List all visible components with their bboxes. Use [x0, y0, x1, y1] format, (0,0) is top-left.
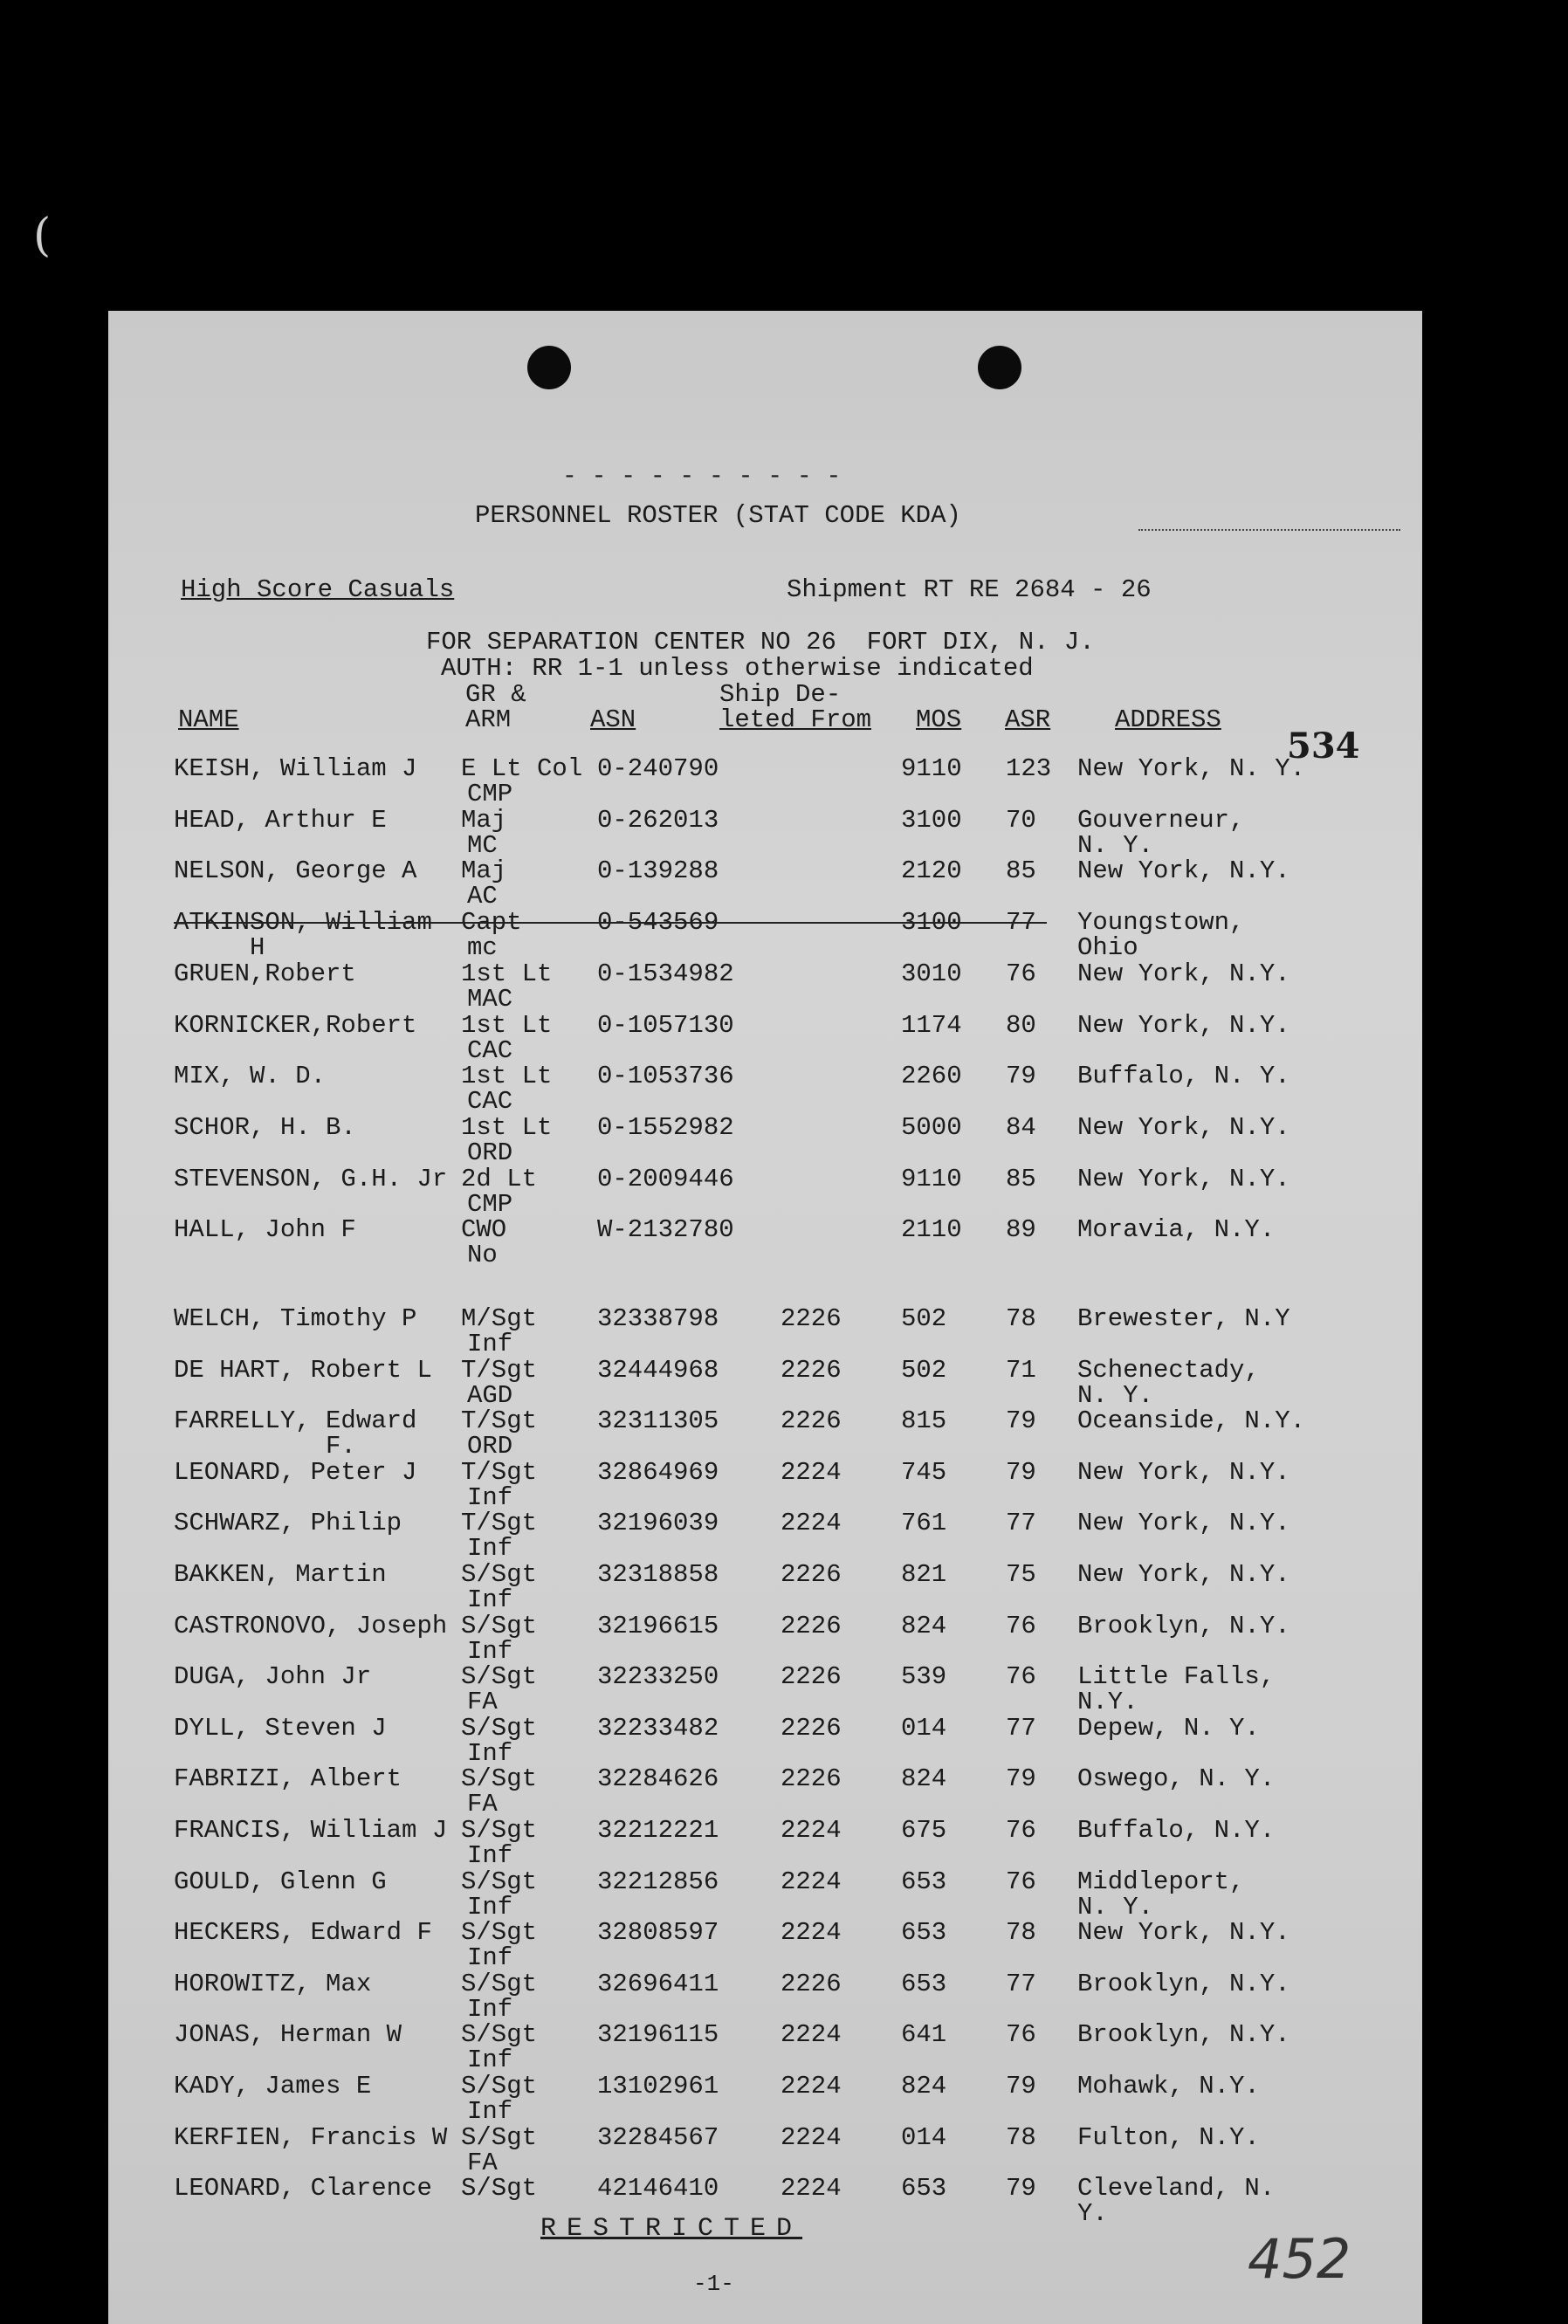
row-mos: 9110 — [901, 1164, 962, 1193]
table-row — [108, 1509, 1422, 1564]
row-name: HEAD, Arthur E — [174, 805, 387, 835]
row-arm: ORD — [467, 1138, 513, 1167]
row-arm: AC — [467, 882, 498, 911]
row-mos: 824 — [901, 2072, 947, 2101]
row-asr: 76 — [1006, 1867, 1036, 1896]
row-name: HECKERS, Edward F — [174, 1918, 432, 1948]
table-row — [108, 1112, 1422, 1167]
row-arm: Inf — [467, 1943, 513, 1973]
page-title: PERSONNEL ROSTER (STAT CODE KDA) — [475, 501, 961, 530]
table-row — [108, 1408, 1422, 1459]
row-address-cont: Y. — [1077, 2199, 1108, 2229]
row-mos: 815 — [901, 1406, 947, 1436]
row-asr: 76 — [1006, 1611, 1036, 1640]
row-asn: 32212221 — [597, 1816, 719, 1845]
row-name: JONAS, Herman W — [174, 2020, 402, 2050]
row-asr: 77 — [1006, 908, 1036, 938]
row-grade: S/Sgt — [461, 1816, 538, 1845]
row-arm: Inf — [467, 1994, 513, 2024]
row-grade: S/Sgt — [461, 1713, 538, 1743]
table-row — [108, 1869, 1422, 1920]
row-asn: 42146410 — [597, 2174, 719, 2204]
row-mos: 5000 — [901, 1112, 962, 1142]
row-asn: 0-139288 — [597, 856, 719, 886]
table-row — [108, 1306, 1422, 1357]
row-mos: 9110 — [901, 754, 962, 783]
table-row — [108, 908, 1422, 963]
row-address: Gouverneur, — [1077, 805, 1245, 835]
row-address: Youngstown, — [1077, 908, 1245, 938]
row-address: New York, N.Y. — [1077, 959, 1290, 988]
row-mos: 821 — [901, 1560, 947, 1589]
row-name: FARRELLY, Edward — [174, 1406, 417, 1436]
row-mos: 014 — [901, 1713, 947, 1743]
row-arm: Inf — [467, 2097, 513, 2126]
row-mos: 653 — [901, 2174, 947, 2204]
row-address: New York, N.Y. — [1077, 1509, 1290, 1538]
row-arm: Inf — [467, 1330, 513, 1358]
row-address: Moravia, N.Y. — [1077, 1215, 1276, 1245]
row-asr: 79 — [1006, 1457, 1036, 1487]
row-arm: Inf — [467, 2046, 513, 2075]
row-arm: CMP — [467, 1189, 513, 1219]
row-address-cont: N. Y. — [1077, 1380, 1154, 1410]
row-ship-from: 2224 — [781, 2020, 842, 2050]
row-asn: 32284567 — [597, 2122, 719, 2152]
row-asn: 32808597 — [597, 1918, 719, 1948]
table-row — [108, 1166, 1422, 1217]
row-mos: 539 — [901, 1662, 947, 1692]
table-row — [108, 1818, 1422, 1868]
table-row — [108, 1613, 1422, 1664]
row-name: KORNICKER,Robert — [174, 1010, 417, 1040]
margin-mark: ( — [33, 210, 52, 262]
row-asn: 0-543569 — [597, 908, 719, 938]
row-mos: 3010 — [901, 959, 962, 988]
row-arm: mc — [467, 933, 498, 963]
row-ship-from: 2226 — [781, 1355, 842, 1385]
row-ship-from: 2224 — [781, 1509, 842, 1538]
row-mos: 2110 — [901, 1215, 962, 1245]
row-grade: T/Sgt — [461, 1406, 538, 1436]
row-name: HOROWITZ, Max — [174, 1969, 372, 1998]
col-asn: ASN — [590, 705, 636, 734]
row-grade: M/Sgt — [461, 1304, 538, 1333]
row-grade: T/Sgt — [461, 1355, 538, 1385]
row-asr: 76 — [1006, 2020, 1036, 2050]
row-address-cont: N. Y. — [1077, 1892, 1154, 1922]
row-address: New York, N.Y. — [1077, 1164, 1290, 1193]
row-arm: FA — [467, 1688, 498, 1717]
row-ship-from: 2226 — [781, 1662, 842, 1692]
row-address: Brooklyn, N.Y. — [1077, 2020, 1290, 2050]
row-name: SCHWARZ, Philip — [174, 1509, 402, 1538]
row-ship-from: 2224 — [781, 1867, 842, 1896]
row-mos: 653 — [901, 1867, 947, 1896]
table-row — [108, 1355, 1422, 1410]
row-grade: T/Sgt — [461, 1457, 538, 1487]
row-asn: 32311305 — [597, 1406, 719, 1436]
row-address: Schenectady, — [1077, 1355, 1260, 1385]
row-grade: 1st Lt — [461, 1010, 553, 1040]
row-grade: S/Sgt — [461, 2122, 538, 2152]
row-name: GRUEN,Robert — [174, 959, 356, 988]
row-arm: CAC — [467, 1035, 513, 1065]
row-asn: 0-1057130 — [597, 1010, 734, 1040]
row-asn: 32338798 — [597, 1304, 719, 1333]
table-row — [108, 1062, 1422, 1117]
row-ship-from: 2224 — [781, 2122, 842, 2152]
row-name: FRANCIS, William J — [174, 1816, 448, 1845]
row-ship-from: 2226 — [781, 1406, 842, 1436]
row-address: Depew, N. Y. — [1077, 1713, 1260, 1743]
table-row — [108, 805, 1422, 860]
row-name: NELSON, George A — [174, 856, 417, 886]
row-address: Oceanside, N.Y. — [1077, 1406, 1306, 1436]
row-mos: 1174 — [901, 1010, 962, 1040]
row-grade: 1st Lt — [461, 1062, 553, 1091]
row-address: Brooklyn, N.Y. — [1077, 1969, 1290, 1998]
row-grade: E Lt Col — [461, 754, 583, 783]
row-asn: 32233482 — [597, 1713, 719, 1743]
row-mos: 502 — [901, 1355, 947, 1385]
table-row — [108, 961, 1422, 1012]
row-asn: 0-1552982 — [597, 1112, 734, 1142]
dotted-rule — [1138, 529, 1400, 531]
row-arm: CMP — [467, 780, 513, 808]
row-asr: 80 — [1006, 1010, 1036, 1040]
row-address-cont: Ohio — [1077, 933, 1138, 963]
row-asr: 78 — [1006, 2122, 1036, 2152]
row-asr: 75 — [1006, 1560, 1036, 1589]
row-asr: 123 — [1006, 754, 1052, 783]
row-arm: Inf — [467, 1738, 513, 1768]
row-name: DE HART, Robert L — [174, 1355, 432, 1385]
row-name: DYLL, Steven J — [174, 1713, 387, 1743]
col-grade-top: GR & — [465, 680, 526, 709]
row-asn: 32696411 — [597, 1969, 719, 1998]
row-asn: 0-262013 — [597, 805, 719, 835]
row-name: STEVENSON, G.H. Jr — [174, 1164, 448, 1193]
row-name: HALL, John F — [174, 1215, 356, 1245]
row-mos: 653 — [901, 1918, 947, 1948]
row-address: New York, N. Y. — [1077, 754, 1306, 783]
row-asr: 79 — [1006, 1406, 1036, 1436]
row-name: CASTRONOVO, Joseph — [174, 1611, 448, 1640]
row-address-cont: N.Y. — [1077, 1688, 1138, 1717]
row-asn: 0-1053736 — [597, 1062, 734, 1091]
roster-page — [108, 311, 1422, 2324]
row-mos: 641 — [901, 2020, 947, 2050]
row-grade: Capt — [461, 908, 522, 938]
row-asn: W-2132780 — [597, 1215, 734, 1245]
row-ship-from: 2224 — [781, 1918, 842, 1948]
row-address: Brewester, N.Y — [1077, 1304, 1290, 1333]
table-row — [108, 1664, 1422, 1715]
row-address: Cleveland, N. — [1077, 2174, 1276, 2204]
row-grade: 1st Lt — [461, 959, 553, 988]
row-address: New York, N.Y. — [1077, 1457, 1290, 1487]
row-ship-from: 2224 — [781, 1816, 842, 1845]
row-asn: 0-240790 — [597, 754, 719, 783]
row-asr: 70 — [1006, 805, 1036, 835]
row-mos: 675 — [901, 1816, 947, 1845]
row-grade: Maj — [461, 805, 507, 835]
col-arm: ARM — [465, 705, 512, 734]
row-name: DUGA, John Jr — [174, 1662, 372, 1692]
row-name: WELCH, Timothy P — [174, 1304, 417, 1333]
row-name: LEONARD, Peter J — [174, 1457, 417, 1487]
page-number-stamp: 534 — [1287, 725, 1360, 767]
row-address: Little Falls, — [1077, 1662, 1276, 1692]
row-asr: 76 — [1006, 959, 1036, 988]
row-asn: 32196039 — [597, 1509, 719, 1538]
row-asr: 85 — [1006, 1164, 1036, 1193]
row-name: KADY, James E — [174, 2072, 372, 2101]
row-ship-from: 2226 — [781, 1713, 842, 1743]
restricted-label: RESTRICTED — [540, 2214, 803, 2244]
col-asr: ASR — [1005, 705, 1051, 734]
group-label: High Score Casuals — [181, 575, 455, 604]
row-ship-from: 2226 — [781, 1969, 842, 1998]
row-mos: 745 — [901, 1457, 947, 1487]
row-asr: 78 — [1006, 1918, 1036, 1948]
row-address: Middleport, — [1077, 1867, 1245, 1896]
row-name: FABRIZI, Albert — [174, 1764, 402, 1794]
row-arm: MAC — [467, 984, 513, 1014]
row-asr: 77 — [1006, 1713, 1036, 1743]
row-asn: 13102961 — [597, 2072, 719, 2101]
row-mos: 2260 — [901, 1062, 962, 1091]
row-asr: 77 — [1006, 1509, 1036, 1538]
row-name: GOULD, Glenn G — [174, 1867, 387, 1896]
classification-dashes: - - - - - - - - - - — [562, 464, 842, 491]
row-address: New York, N.Y. — [1077, 1112, 1290, 1142]
row-asn: 32444968 — [597, 1355, 719, 1385]
row-grade: S/Sgt — [461, 1764, 538, 1794]
row-grade: T/Sgt — [461, 1509, 538, 1538]
col-address: ADDRESS — [1115, 705, 1221, 734]
row-asr: 79 — [1006, 2174, 1036, 2204]
table-row — [108, 2073, 1422, 2124]
table-row — [108, 1715, 1422, 1766]
row-address: New York, N.Y. — [1077, 1560, 1290, 1589]
row-grade: S/Sgt — [461, 1560, 538, 1589]
row-mos: 014 — [901, 2122, 947, 2152]
row-asr: 85 — [1006, 856, 1036, 886]
row-mos: 761 — [901, 1509, 947, 1538]
table-row — [108, 1010, 1422, 1065]
table-row — [108, 1971, 1422, 2022]
row-mos: 653 — [901, 1969, 947, 1998]
row-arm: FA — [467, 1790, 498, 1819]
table-row — [108, 2022, 1422, 2073]
page-footer: -1- — [693, 2271, 734, 2297]
row-asr: 79 — [1006, 1062, 1036, 1091]
row-address: Buffalo, N.Y. — [1077, 1816, 1276, 1845]
row-address: New York, N.Y. — [1077, 1010, 1290, 1040]
row-ship-from: 2224 — [781, 2174, 842, 2204]
table-row — [108, 1918, 1422, 1973]
row-arm: Inf — [467, 1585, 513, 1614]
col-mos: MOS — [916, 705, 962, 734]
table-row — [108, 2122, 1422, 2177]
row-arm: MC — [467, 830, 498, 860]
row-mos: 3100 — [901, 805, 962, 835]
row-address: Buffalo, N. Y. — [1077, 1062, 1290, 1091]
row-asr: 79 — [1006, 2072, 1036, 2101]
row-name: ATKINSON, William — [174, 908, 432, 938]
row-asr: 71 — [1006, 1355, 1036, 1385]
row-ship-from: 2226 — [781, 1611, 842, 1640]
row-asn: 32196115 — [597, 2020, 719, 2050]
row-grade: S/Sgt — [461, 1918, 538, 1948]
row-name: LEONARD, Clarence — [174, 2174, 432, 2204]
row-grade: CWO — [461, 1215, 507, 1245]
row-grade: S/Sgt — [461, 2072, 538, 2101]
row-mos: 3100 — [901, 908, 962, 938]
row-grade: S/Sgt — [461, 1867, 538, 1896]
row-ship-from: 2226 — [781, 1560, 842, 1589]
handwritten-number: 452 — [1248, 2227, 1351, 2291]
row-address: Mohawk, N.Y. — [1077, 2072, 1260, 2101]
row-arm: No — [467, 1241, 498, 1270]
row-arm: ORD — [467, 1432, 513, 1461]
row-asr: 89 — [1006, 1215, 1036, 1245]
table-row — [108, 756, 1422, 807]
row-grade: S/Sgt — [461, 1969, 538, 1998]
row-asn: 32284626 — [597, 1764, 719, 1794]
row-arm: AGD — [467, 1380, 513, 1410]
row-arm: Inf — [467, 1534, 513, 1564]
row-arm: Inf — [467, 1482, 513, 1512]
row-asn: 0-2009446 — [597, 1164, 734, 1193]
row-asr: 78 — [1006, 1304, 1036, 1333]
separation-center-line: FOR SEPARATION CENTER NO 26 FORT DIX, N. J. — [426, 628, 1095, 657]
row-grade: S/Sgt — [461, 1662, 538, 1692]
punch-hole — [978, 346, 1021, 389]
table-row — [108, 1217, 1422, 1268]
row-ship-from: 2224 — [781, 2072, 842, 2101]
row-grade: S/Sgt — [461, 2020, 538, 2050]
row-grade: 1st Lt — [461, 1112, 553, 1142]
row-grade: 2d Lt — [461, 1164, 538, 1193]
row-name: SCHOR, H. B. — [174, 1112, 356, 1142]
authority-line: AUTH: RR 1-1 unless otherwise indicated — [441, 654, 1034, 683]
row-mos: 2120 — [901, 856, 962, 886]
row-arm: FA — [467, 2148, 498, 2177]
row-address: New York, N.Y. — [1077, 1918, 1290, 1948]
row-grade: S/Sgt — [461, 2174, 538, 2204]
table-row — [108, 1766, 1422, 1817]
row-asn: 32212856 — [597, 1867, 719, 1896]
row-grade: S/Sgt — [461, 1611, 538, 1640]
row-address: New York, N.Y. — [1077, 856, 1290, 886]
row-asr: 79 — [1006, 1764, 1036, 1794]
row-asr: 76 — [1006, 1662, 1036, 1692]
row-mos: 824 — [901, 1611, 947, 1640]
row-name-cont: F. — [174, 1432, 356, 1461]
table-row — [108, 1562, 1422, 1612]
punch-hole — [527, 346, 571, 389]
row-arm: Inf — [467, 1636, 513, 1666]
col-name: NAME — [178, 705, 239, 734]
row-address: Brooklyn, N.Y. — [1077, 1611, 1290, 1640]
row-mos: 502 — [901, 1304, 947, 1333]
row-grade: Maj — [461, 856, 507, 886]
col-ship-top: Ship De- — [719, 680, 842, 709]
shipment-number: Shipment RT RE 2684 - 26 — [787, 575, 1152, 604]
row-asn: 32318858 — [597, 1560, 719, 1589]
row-asn: 0-1534982 — [597, 959, 734, 988]
table-row — [108, 858, 1422, 909]
row-asr: 76 — [1006, 1816, 1036, 1845]
row-name: KEISH, William J — [174, 754, 417, 783]
row-arm: CAC — [467, 1087, 513, 1117]
row-arm: Inf — [467, 1892, 513, 1922]
table-row — [108, 1457, 1422, 1512]
row-asn: 32196615 — [597, 1611, 719, 1640]
col-ship-bottom: leted From — [719, 705, 872, 734]
row-mos: 824 — [901, 1764, 947, 1794]
row-address-cont: N. Y. — [1077, 830, 1154, 860]
row-asn: 32233250 — [597, 1662, 719, 1692]
row-asn: 32864969 — [597, 1457, 719, 1487]
row-ship-from: 2226 — [781, 1304, 842, 1333]
row-name: MIX, W. D. — [174, 1062, 327, 1091]
row-address: Fulton, N.Y. — [1077, 2122, 1260, 2152]
row-asr: 84 — [1006, 1112, 1036, 1142]
row-arm: Inf — [467, 1841, 513, 1870]
row-asr: 77 — [1006, 1969, 1036, 1998]
row-name-cont: H — [174, 933, 265, 963]
row-ship-from: 2224 — [781, 1457, 842, 1487]
row-name: BAKKEN, Martin — [174, 1560, 387, 1589]
row-address: Oswego, N. Y. — [1077, 1764, 1276, 1794]
row-name: KERFIEN, Francis W — [174, 2122, 448, 2152]
row-ship-from: 2226 — [781, 1764, 842, 1794]
